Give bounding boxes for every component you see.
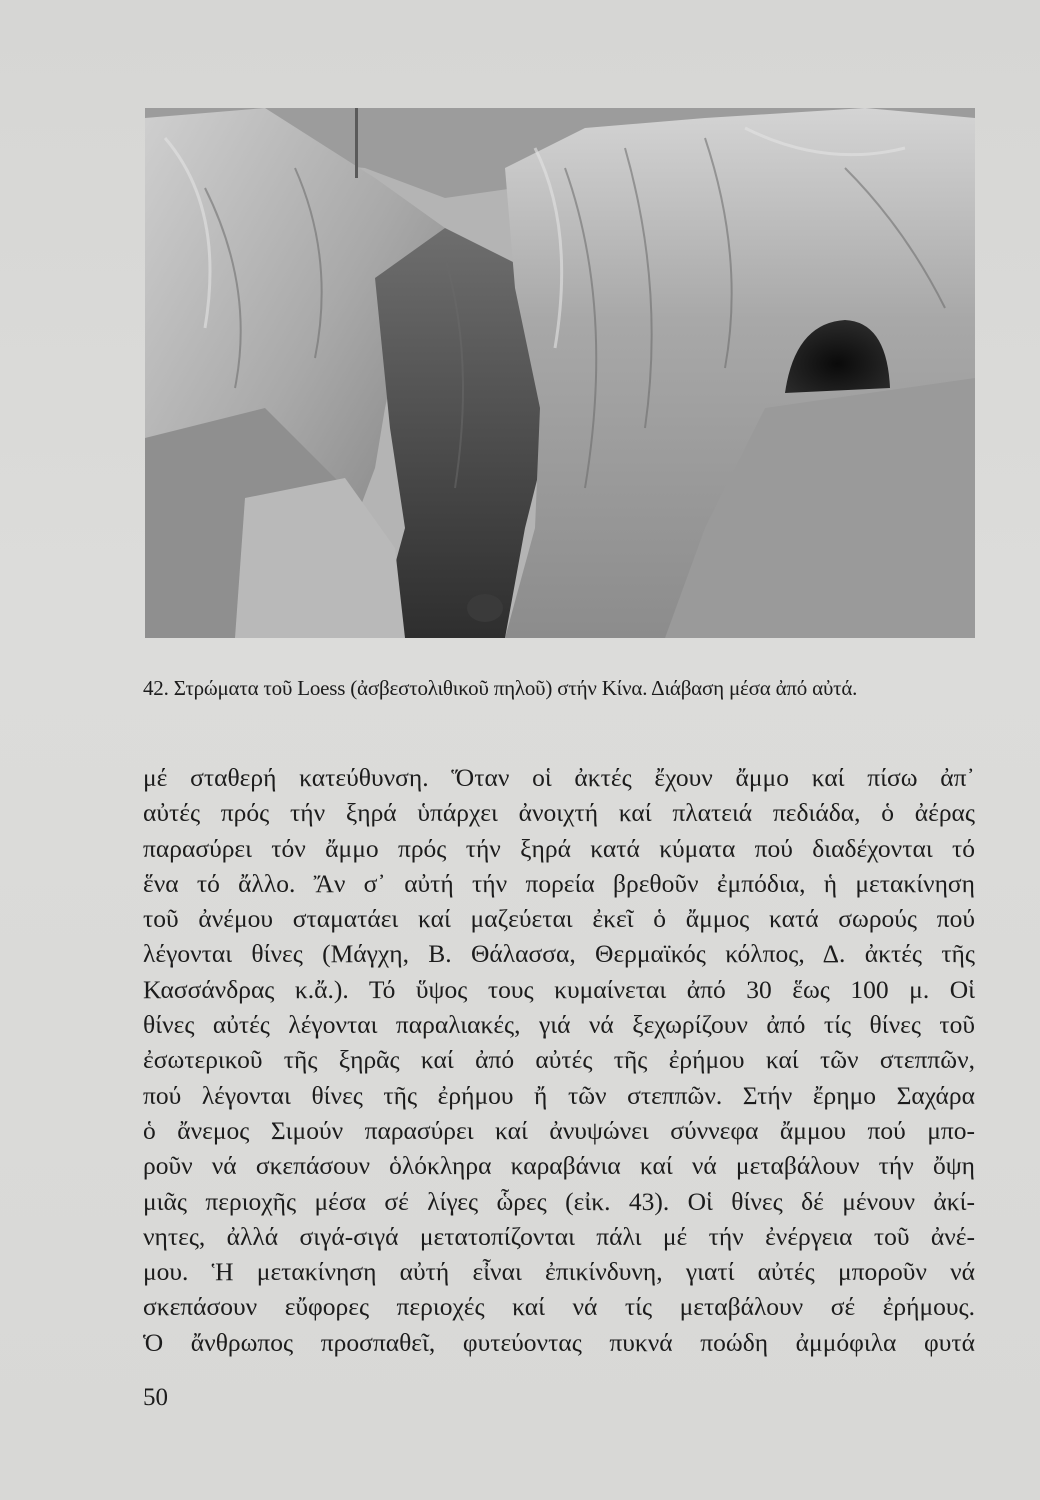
text-line: μέ σταθερή κατεύθυνση. Ὅταν οἱ ἀκτές ἔχουν ἄμμο καί πίσω ἀπ᾿: [143, 763, 975, 792]
text-line: αὐτές πρός τήν ξηρά ὑπάρχει ἀνοιχτή καί πλατειά πεδιάδα, ὁ ἀέρας: [143, 798, 975, 828]
text-line: σκεπάσουν εὔφορες περιοχές καί νά τίς μεταβάλουν σέ ἐρήμους.: [143, 1292, 975, 1322]
text-line: Κασσάνδρας κ.ἄ.). Τό ὕψος τους κυμαίνεται ἀπό 30 ἕως 100 μ. Οἱ: [143, 974, 975, 1004]
text-line: ἕνα τό ἄλλο. Ἄν σ᾿ αὐτή τήν πορεία βρεθοῦν ἐμπόδια, ἡ μετακίνηση: [143, 868, 975, 898]
text-line: λέγονται θίνες (Μάγχη, Β. Θάλασσα, Θερμαϊκός κόλπος, Δ. ἀκτές τῆς: [143, 939, 975, 969]
text-line: θίνες αὐτές λέγονται παραλιακές, γιά νά ξεχωρίζουν ἀπό τίς θίνες τοῦ: [143, 1010, 975, 1040]
text-line: τοῦ ἀνέμου σταματάει καί μαζεύεται ἐκεῖ ὁ ἄμμος κατά σωρούς πού: [143, 904, 975, 934]
text-line: Ὁ ἄνθρωπος προσπαθεῖ, φυτεύοντας πυκνά ποώδη ἀμμόφιλα φυτά: [143, 1327, 975, 1357]
text-line: μιᾶς περιοχῆς μέσα σέ λίγες ὧρες (εἰκ. 43). Οἱ θίνες δέ μένουν ἀκί-: [143, 1186, 975, 1216]
body-paragraph: [143, 760, 975, 1360]
text-line: πού λέγονται θίνες τῆς ἐρήμου ἤ τῶν στεππῶν. Στήν ἔρημο Σαχάρα: [143, 1080, 975, 1110]
text-line: παρασύρει τόν ἄμμο πρός τήν ξηρά κατά κύματα πού διαδέχονται τό: [143, 833, 975, 863]
loess-photograph: [145, 108, 975, 638]
text-line: νητες, ἀλλά σιγά-σιγά μετατοπίζονται πάλι μέ τήν ἐνέργεια τοῦ ἀνέ-: [143, 1221, 975, 1251]
text-line: μου. Ἡ μετακίνηση αὐτή εἶναι ἐπικίνδυνη, γιατί αὐτές μποροῦν νά: [143, 1257, 975, 1287]
text-line: ροῦν νά σκεπάσουν ὁλόκληρα καραβάνια καί νά μεταβάλουν τήν ὄψη: [143, 1151, 975, 1181]
text-line: ὁ ἄνεμος Σιμούν παρασύρει καί ἀνυψώνει σύννεφα ἄμμου πού μπο-: [143, 1115, 975, 1145]
figure-caption: 42. Στρώματα τοῦ Loess (ἀσβεστολιθικοῦ πηλοῦ) στήν Κίνα. Διάβαση μέσα ἀπό αὐτά.: [143, 676, 858, 700]
page-number: 50: [143, 1384, 168, 1411]
text-line: ἐσωτερικοῦ τῆς ξηρᾶς καί ἀπό αὐτές τῆς ἐρήμου καί τῶν στεππῶν,: [143, 1045, 975, 1075]
